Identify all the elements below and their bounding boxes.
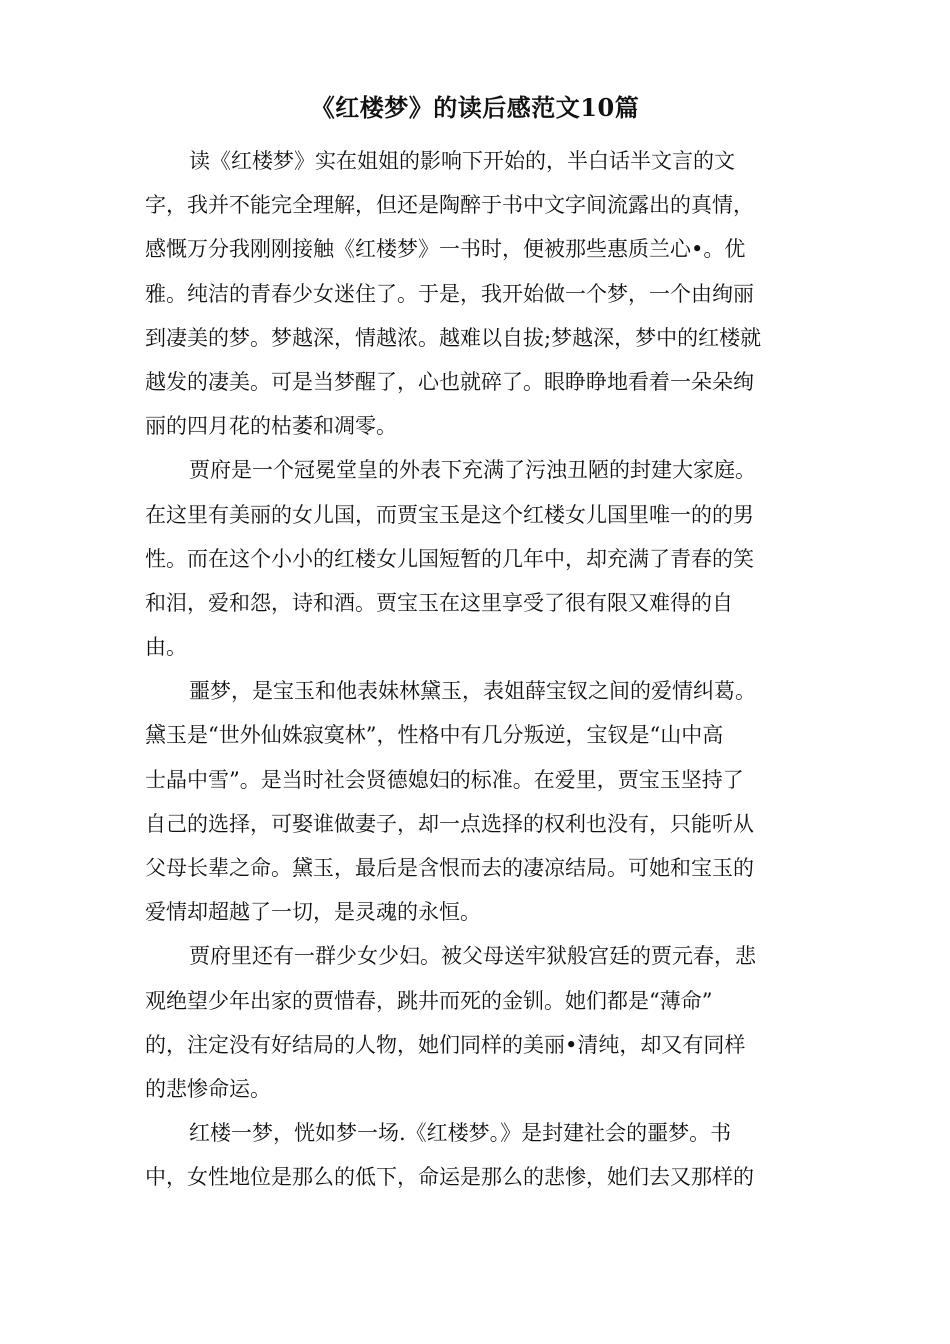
paragraph-3-line-6: 爱情却超越了一切，是灵魂的永恒。 [145,900,481,925]
paragraph-2-line-4: 和泪，爱和怨，诗和酒。贾宝玉在这里享受了很有限又难得的自 [145,590,733,615]
paragraph-3-line-2: 黛玉是“世外仙姝寂寞林”，性格中有几分叛逆，宝钗是“山中高 [145,723,724,748]
paragraph-1-line-1: 读《红楼梦》实在姐姐的影响下开始的，半白话半文言的文 [189,149,735,173]
paragraph-3-line-4: 自己的选择，可娶谁做妻子，却一点选择的权利也没有，只能听从 [145,811,754,836]
paragraph-1-line-4: 雅。纯洁的青春少女迷住了。于是，我开始做一个梦，一个由绚丽 [145,281,754,306]
paragraph-2-line-2: 在这里有美丽的女儿国，而贾宝玉是这个红楼女儿国里唯一的的男 [145,502,754,527]
paragraph-2-line-3: 性。而在这个小小的红楼女儿国短暂的几年中，却充满了青春的笑 [145,546,754,571]
paragraph-1-line-5: 到凄美的梦。梦越深，情越浓。越难以自拔;梦越深，梦中的红楼就 [145,325,762,350]
document-title: 《红楼梦》的读后感范文10篇 [310,93,640,122]
paragraph-2-line-5: 由。 [145,635,187,660]
paragraph-4-line-1: 贾府里还有一群少女少妇。被父母送牢狱般宫廷的贾元春，悲 [189,944,756,969]
paragraph-4-line-4: 的悲惨命运。 [145,1076,271,1101]
paragraph-3-line-1: 噩梦，是宝玉和他表妹林黛玉，表姐薛宝钗之间的爱情纠葛。 [189,679,756,704]
paragraph-1-line-2: 字，我并不能完全理解，但还是陶醉于书中文字间流露出的真情， [145,193,754,218]
document-body [145,139,807,1200]
paragraph-1-line-6: 越发的凄美。可是当梦醒了，心也就碎了。眼睁睁地看着一朵朵绚 [145,369,754,394]
paragraph-1-line-3: 感慨万分我刚刚接触《红楼梦》一书时，便被那些惠质兰心•。优 [145,237,746,262]
paragraph-3-line-3: 士晶中雪”。是当时社会贤德媳妇的标准。在爱里，贾宝玉坚持了 [145,767,744,792]
paragraph-5-line-1: 红楼一梦，恍如梦一场.《红楼梦。》是封建社会的噩梦。书 [189,1121,732,1146]
paragraph-4-line-2: 观绝望少年出家的贾惜春，跳井而死的金钏。她们都是“薄命” [145,988,713,1013]
paragraph-5-line-2: 中，女性地位是那么的低下，命运是那么的悲惨，她们去又那样的 [145,1165,754,1190]
paragraph-4-line-3: 的，注定没有好结局的人物，她们同样的美丽•清纯，却又有同样 [145,1032,746,1057]
paragraph-3-line-5: 父母长辈之命。黛玉，最后是含恨而去的凄凉结局。可她和宝玉的 [145,856,754,880]
paragraph-2-line-1: 贾府是一个冠冕堂皇的外表下充满了污浊丑陋的封建大家庭。 [189,458,756,483]
paragraph-1-line-7: 丽的四月花的枯萎和凋零。 [145,414,397,439]
